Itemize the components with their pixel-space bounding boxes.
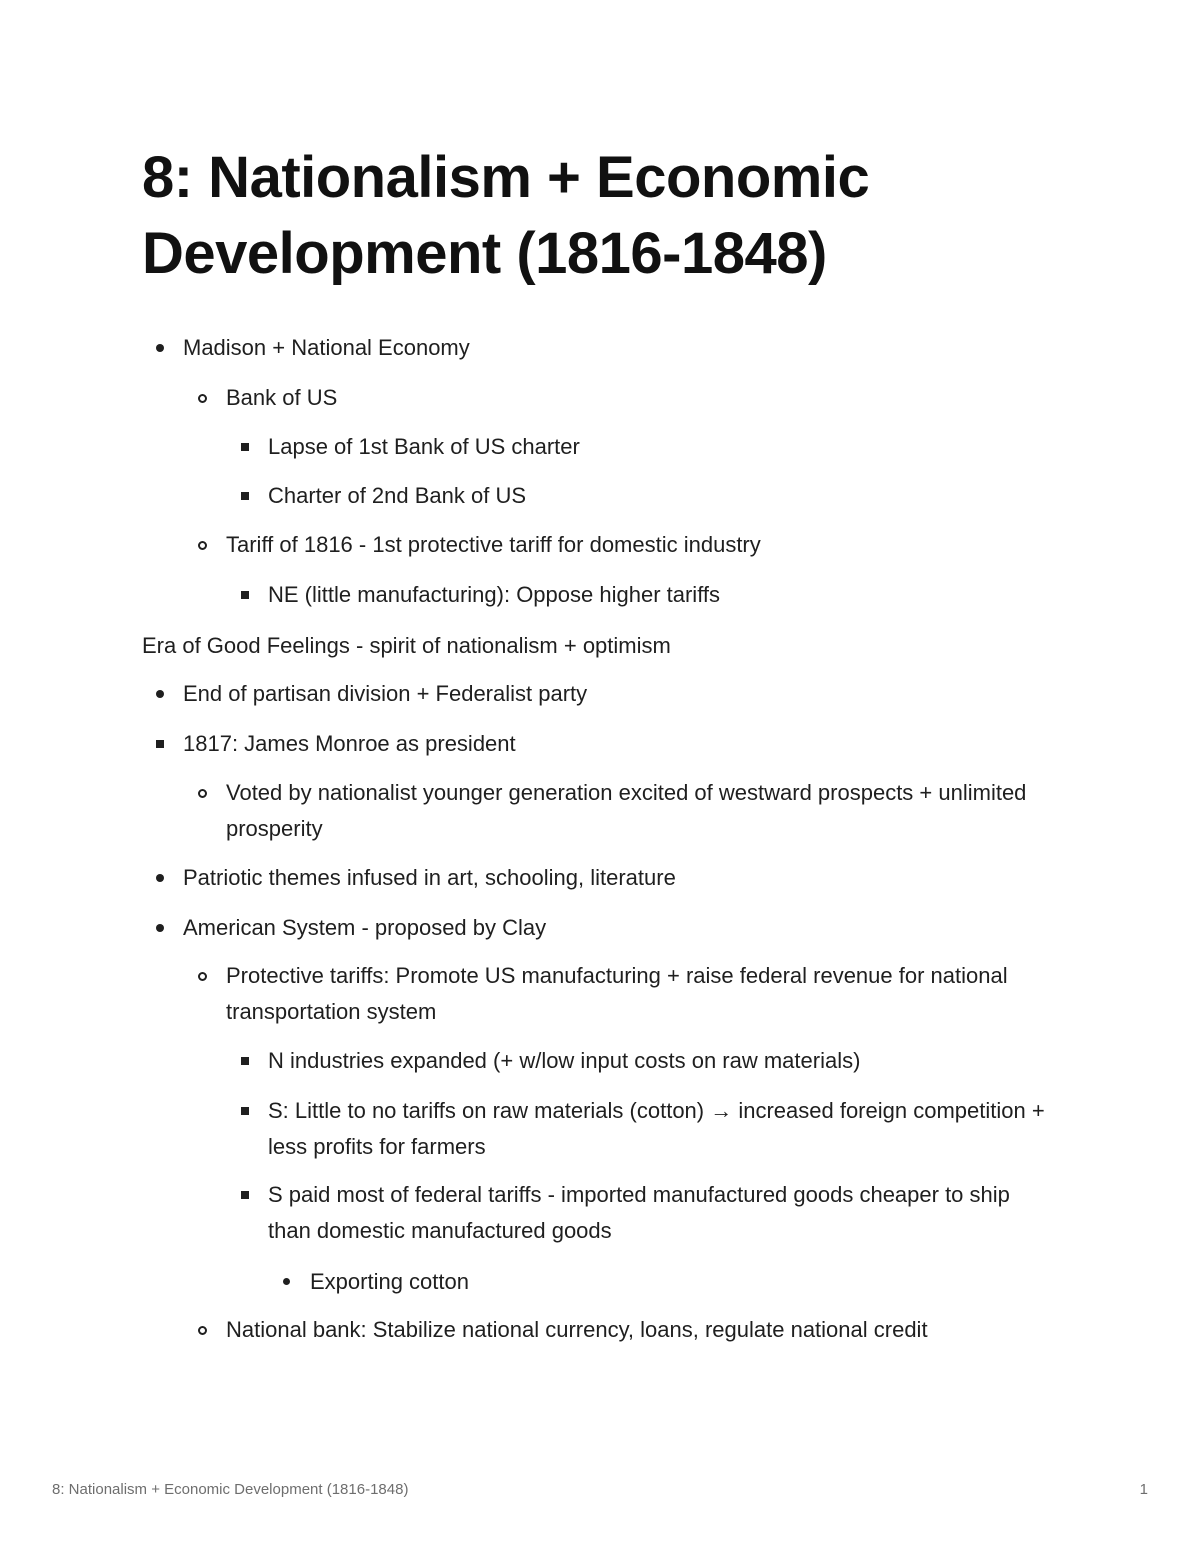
list-item-text: NE (little manufacturing): Oppose higher tariffs bbox=[268, 582, 721, 607]
list-item-text: Patriotic themes infused in art, schooling, literature bbox=[183, 865, 676, 890]
list-item-text: National bank: Stabilize national currency, loans, regulate national credit bbox=[226, 1317, 928, 1342]
list-item bbox=[183, 676, 1063, 712]
bullet-square-icon bbox=[241, 1191, 249, 1199]
bullet-circle-icon bbox=[198, 972, 207, 981]
footer-document-title: 8: Nationalism + Economic Development (1816-1848) bbox=[52, 1481, 409, 1498]
list-item-text: American System - proposed by Clay bbox=[183, 915, 547, 940]
list-item bbox=[183, 726, 1063, 762]
list-item bbox=[268, 1093, 1058, 1165]
list-item bbox=[268, 478, 1058, 514]
bullet-square-icon bbox=[241, 492, 249, 500]
bullet-circle-icon bbox=[198, 1326, 207, 1335]
bullet-square-icon bbox=[241, 443, 249, 451]
list-item bbox=[183, 860, 1063, 896]
bullet-disc-icon bbox=[156, 344, 164, 352]
list-item-text: Madison + National Economy bbox=[183, 335, 470, 360]
list-item-text: S paid most of federal tariffs - imported manufactured goods cheaper to ship than domestic manufactured goods bbox=[268, 1182, 1010, 1243]
list-item bbox=[183, 330, 1063, 366]
list-item bbox=[268, 1043, 1058, 1079]
list-item bbox=[268, 577, 1058, 613]
list-item-text: 1817: James Monroe as president bbox=[183, 731, 516, 756]
bullet-square-icon bbox=[241, 1107, 249, 1115]
bullet-disc-icon bbox=[156, 690, 164, 698]
bullet-circle-icon bbox=[198, 541, 207, 550]
bullet-circle-icon bbox=[198, 789, 207, 798]
list-item bbox=[226, 527, 1056, 563]
list-item bbox=[310, 1264, 1060, 1300]
footer-page-number: 1 bbox=[1139, 1481, 1148, 1498]
list-item-text: Voted by nationalist younger generation excited of westward prospects + unlimited prosperity bbox=[226, 780, 1027, 841]
bullet-square-icon bbox=[156, 740, 164, 748]
page-title: 8: Nationalism + Economic Development (1816-1848) bbox=[142, 145, 870, 286]
list-item bbox=[226, 380, 1056, 416]
bullet-disc-icon bbox=[156, 924, 164, 932]
list-item-text: Exporting cotton bbox=[310, 1269, 469, 1294]
paragraph: Era of Good Feelings - spirit of nationalism + optimism bbox=[142, 633, 671, 658]
list-item bbox=[226, 958, 1056, 1030]
bullet-disc-icon bbox=[283, 1278, 290, 1285]
list-item-text: Charter of 2nd Bank of US bbox=[268, 483, 527, 508]
bullet-square-icon bbox=[241, 1057, 249, 1065]
list-item bbox=[226, 1312, 1056, 1348]
list-item bbox=[226, 775, 1056, 847]
list-item-text: S: Little to no tariffs on raw materials (cotton) → increased foreign competition + less profits for farmers bbox=[268, 1098, 1045, 1159]
list-item bbox=[268, 429, 1058, 465]
list-item-text: Lapse of 1st Bank of US charter bbox=[268, 434, 580, 459]
list-item-text: N industries expanded (+ w/low input costs on raw materials) bbox=[268, 1048, 861, 1073]
list-item-text: Tariff of 1816 - 1st protective tariff for domestic industry bbox=[226, 532, 761, 557]
list-item-text: End of partisan division + Federalist party bbox=[183, 681, 588, 706]
bullet-circle-icon bbox=[198, 394, 207, 403]
list-item bbox=[268, 1177, 1058, 1249]
list-item-text: Bank of US bbox=[226, 385, 338, 410]
bullet-square-icon bbox=[241, 591, 249, 599]
list-item bbox=[183, 910, 1063, 946]
bullet-disc-icon bbox=[156, 874, 164, 882]
list-item-text: Protective tariffs: Promote US manufacturing + raise federal revenue for national transportation system bbox=[226, 963, 1008, 1024]
